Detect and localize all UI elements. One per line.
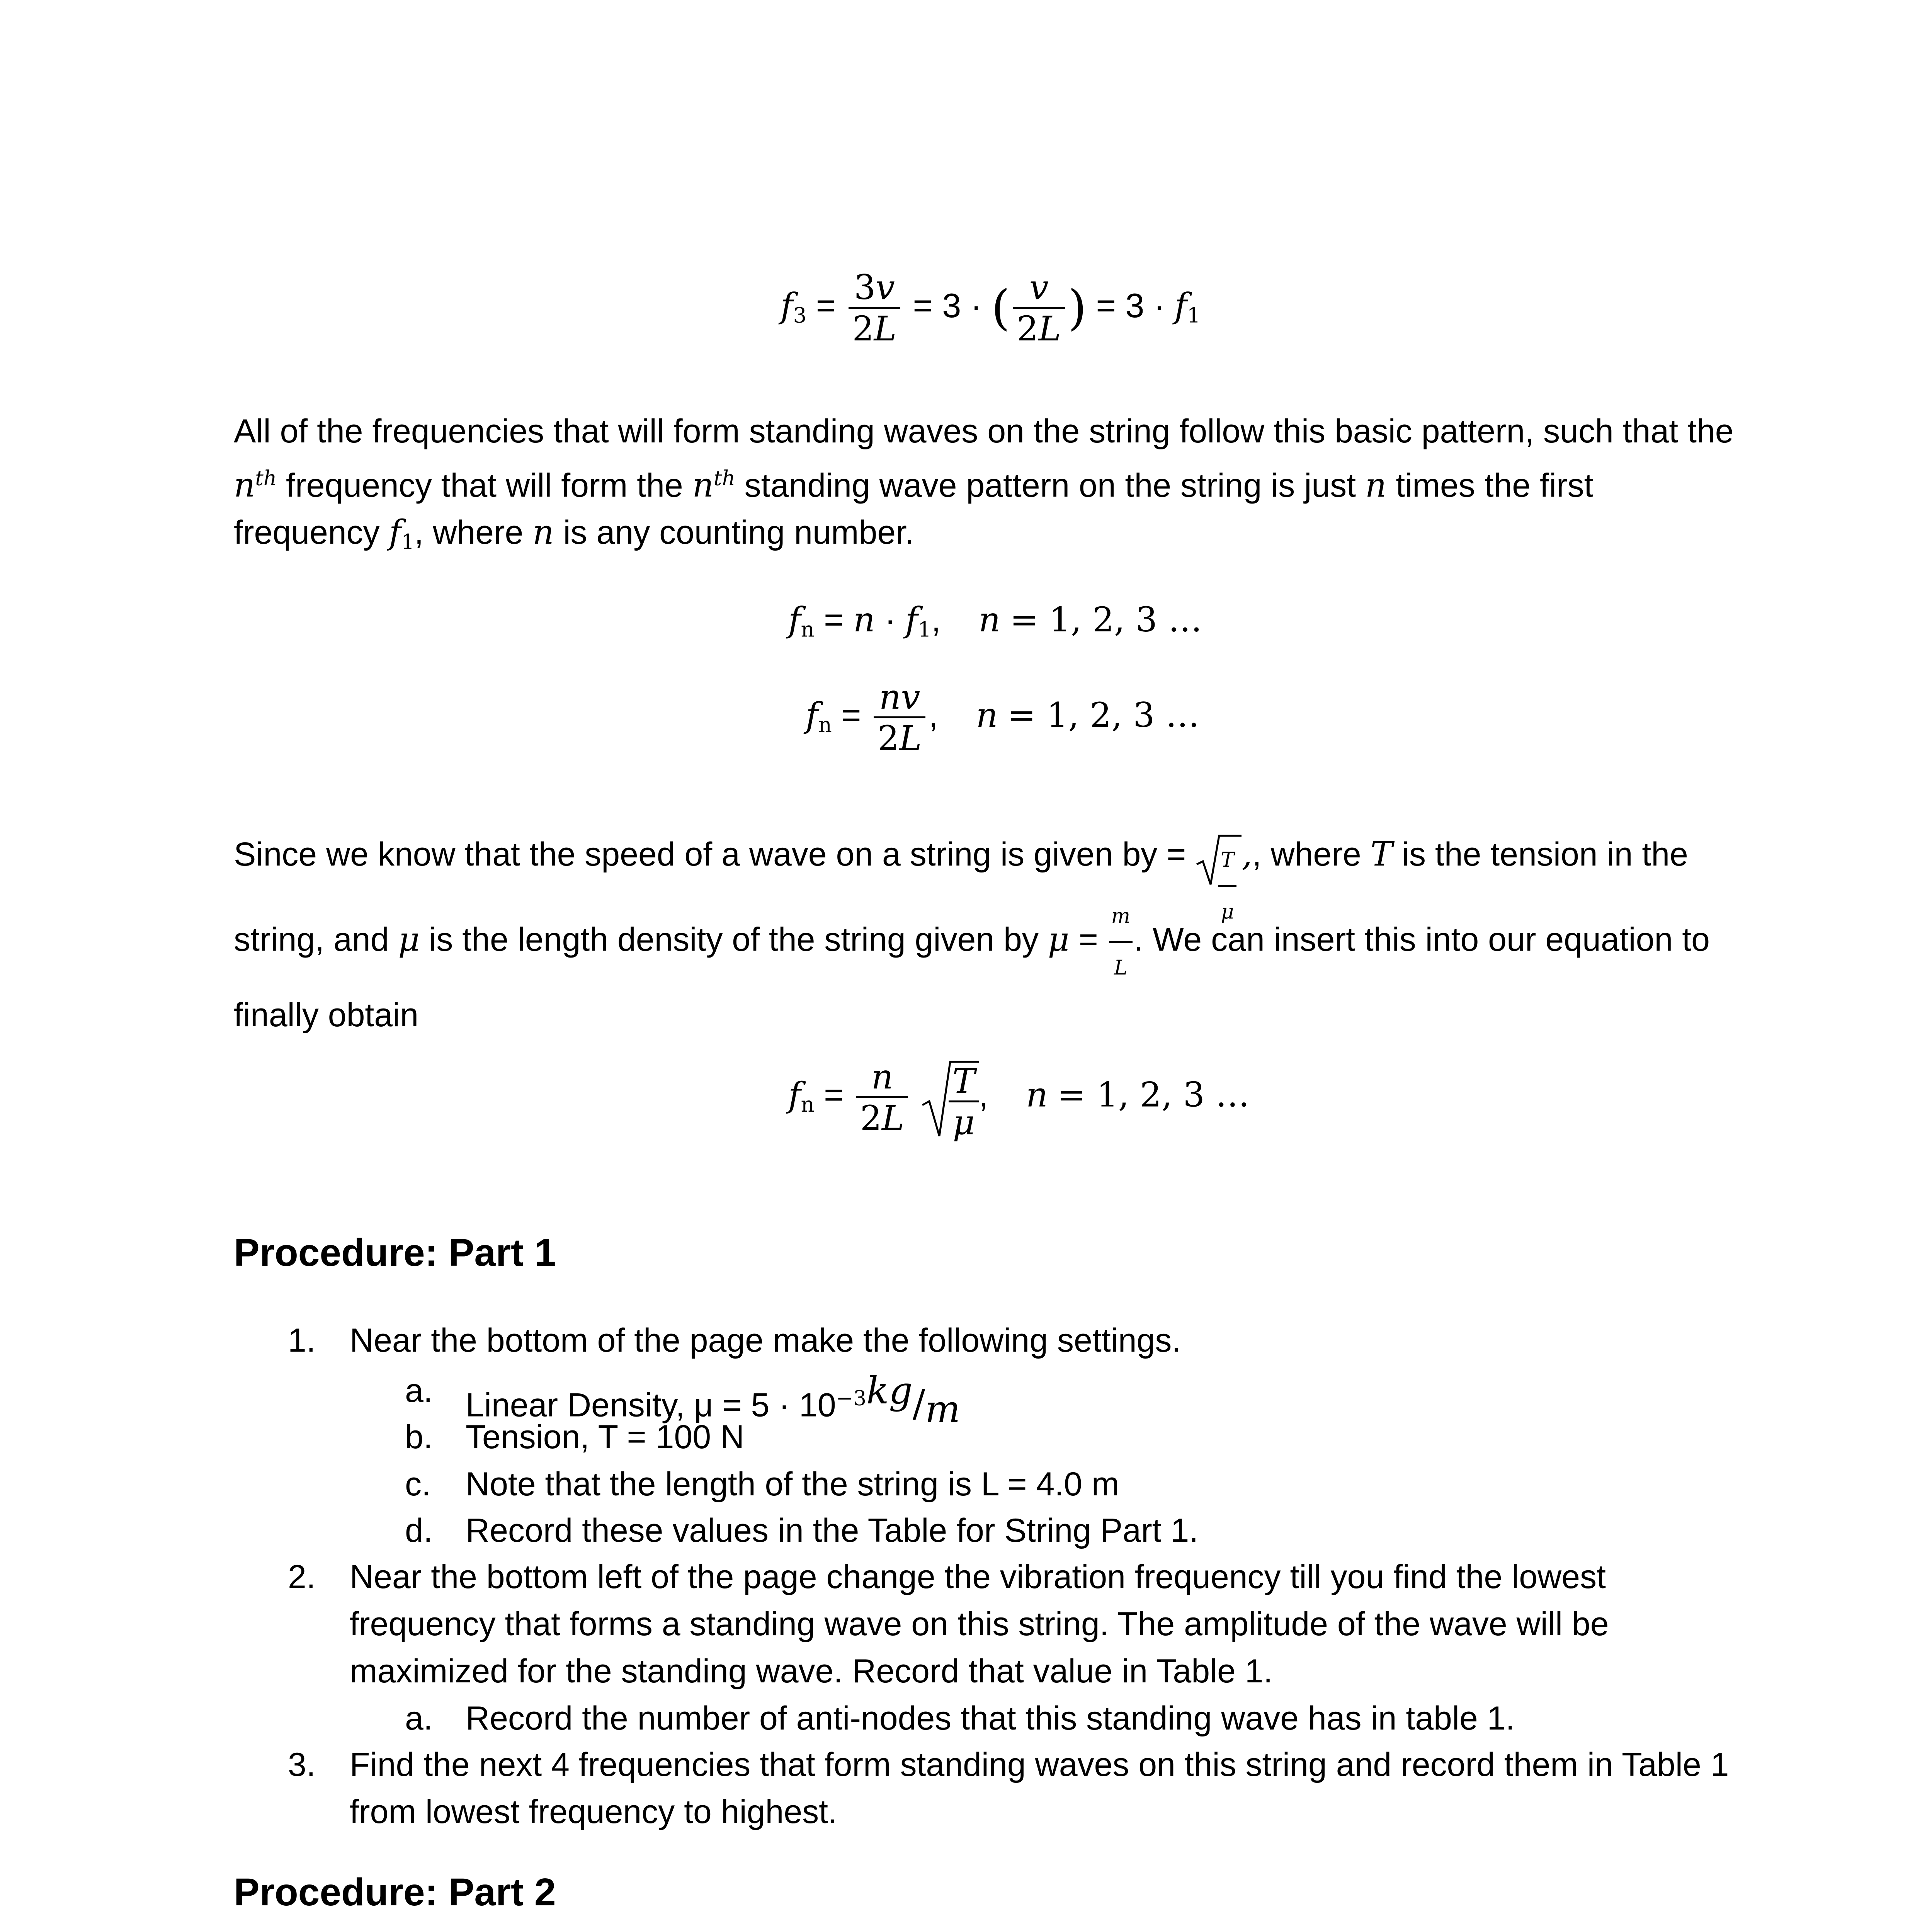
paragraph-line: string, and μ is the length density of the string given by μ = $\frac{m}{L}$ . We can insert this into our equation to xyxy=(234,893,1710,992)
list-marker: 2. xyxy=(288,1558,316,1595)
list-marker: 3. xyxy=(288,1746,316,1783)
procedure1-step1c: Note that the length of the string is L = 4.0 m xyxy=(466,1466,1119,1503)
sqrt-T-over-mu: $\frac{T}{\mu}$ xyxy=(1195,833,1242,880)
sqrt-T-over-mu-large: $\frac{T}{\mu}$ xyxy=(921,1059,979,1136)
paragraph-line: finally obtain xyxy=(234,997,419,1034)
list-marker: c. xyxy=(405,1466,431,1503)
equation-f3: $f_3$ = $\frac{3v}{2L}$ = 3 · ( $\frac{v}{2L}$ ) = $3 \cdot f_1$ xyxy=(781,267,1201,349)
list-marker: 1. xyxy=(288,1322,316,1359)
equation-fn-final: $f_n$ = $\frac{n}{2L}$ $\frac{T}{\mu}$ , n = 1, 2, 3 … xyxy=(788,1056,1250,1142)
procedure1-step2a: Record the number of anti-nodes that this standing wave has in table 1. xyxy=(466,1700,1515,1737)
procedure-part1-heading: Procedure: Part 1 xyxy=(234,1231,556,1274)
paragraph-line: All of the frequencies that will form standing waves on the string follow this basic pattern, such that the xyxy=(234,413,1734,450)
paragraph-line: Since we know that the speed of a wave on a string is given by = $\frac{T}{\mu}$ ,, where T is the tension in the xyxy=(234,831,1710,889)
paragraph-line: frequency $f_1$, where n is any counting number. xyxy=(234,513,914,554)
procedure1-step1b: Tension, T = 100 N xyxy=(466,1418,745,1456)
paragraph-line: $n^{th}$ frequency that will form the $n^{th}$ standing wave pattern on the string is just n times the first xyxy=(234,466,1594,505)
list-marker: d. xyxy=(405,1512,433,1549)
paragraph-wave-speed xyxy=(234,831,1710,1039)
procedure1-step3: Find the next 4 frequencies that form standing waves on this string and record them in Table 1 from lowest frequency to highest. xyxy=(350,1746,1729,1830)
list-marker: a. xyxy=(405,1700,433,1737)
procedure1-step1a: Linear Density, $\mu = 5 \cdot 10^{-3}kg/m$ xyxy=(466,1369,961,1431)
procedure-part2-heading: Procedure: Part 2 xyxy=(234,1871,556,1914)
list-marker: b. xyxy=(405,1418,433,1456)
procedure1-step1d: Record these values in the Table for String Part 1. xyxy=(466,1512,1199,1549)
equation-fn-n-f1: $f_n = n \cdot f_1$, n = 1, 2, 3 … xyxy=(788,600,1202,642)
equation-fn-nv-2L: $f_n$ = $\frac{nv}{2L}$ , n = 1, 2, 3 … xyxy=(806,677,1200,758)
procedure1-step2: Near the bottom left of the page change the vibration frequency till you find the lowest frequency that forms a standing wave on this string. The amplitude of the wave will be maximized for the standing wave. Record that value in Table 1. xyxy=(350,1558,1609,1690)
list-marker: a. xyxy=(405,1372,433,1409)
procedure1-step1: Near the bottom of the page make the following settings. xyxy=(350,1322,1181,1359)
paragraph-frequency-pattern xyxy=(234,408,1734,566)
